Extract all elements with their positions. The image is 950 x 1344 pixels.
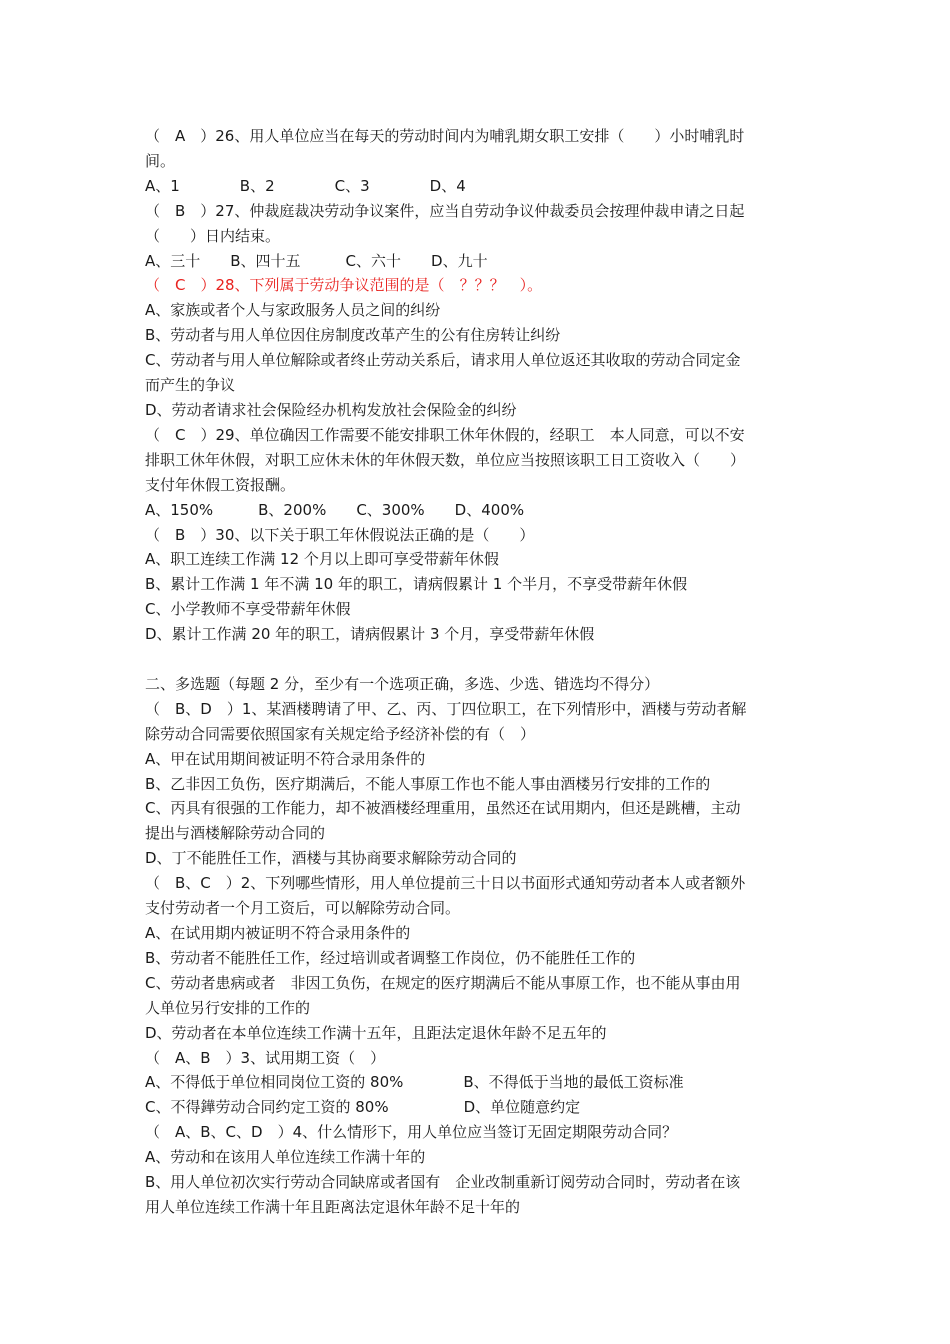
q26-line2: 间。 <box>145 151 176 170</box>
m1-option-c-line2: 提出与酒楼解除劳动合同的 <box>145 824 326 843</box>
m2-line1: （ B、C ）2、下列哪些情形，用人单位提前三十日以书面形式通知劳动者本人或者额外 <box>145 874 746 893</box>
m3-options-ab: A、不得低于单位相同岗位工资的 80% B、不得低于当地的最低工资标准 <box>145 1073 684 1092</box>
m2-line2: 支付劳动者一个月工资后，可以解除劳动合同。 <box>145 899 461 918</box>
m1-line1: （ B、D ）1、某酒楼聘请了甲、乙、丙、丁四位职工，在下列情形中，酒楼与劳动者解 <box>145 699 747 718</box>
q28-option-c-line2: 而产生的争议 <box>145 376 236 395</box>
section-heading-multiple-choice: 二、多选题（每题 2 分，至少有一个选项正确，多选、少选、错选均不得分） <box>145 674 660 693</box>
q29-line2: 排职工休年休假，对职工应休未休的年休假天数，单位应当按照该职工日工资收入（ ） <box>145 450 746 469</box>
m1-option-d: D、丁不能胜任工作，酒楼与其协商要求解除劳动合同的 <box>145 849 517 868</box>
m3-question: （ A、B ）3、试用期工资（ ） <box>145 1048 386 1067</box>
q28-option-b: B、劳动者与用人单位因住房制度改革产生的公有住房转让纠纷 <box>145 326 561 345</box>
m2-option-c-line2: 人单位另行安排的工作的 <box>145 998 311 1017</box>
m4-option-a: A、劳动和在该用人单位连续工作满十年的 <box>145 1148 426 1167</box>
m3-options-cd: C、不得鏵劳动合同约定工资的 80% D、单位随意约定 <box>145 1098 581 1117</box>
m1-option-c-line1: C、丙具有很强的工作能力，却不被酒楼经理重用，虽然还在试用期内，但还是跳槽，主动 <box>145 799 741 818</box>
q29-options: A、150% B、200% C、300% D、400% <box>145 500 525 519</box>
q26-options: A、1 B、2 C、3 D、4 <box>145 176 466 195</box>
q27-options: A、三十 B、四十五 C、六十 D、九十 <box>145 251 488 270</box>
q30-option-c: C、小学教师不享受带薪年休假 <box>145 600 351 619</box>
m1-line2: 除劳动合同需要依照国家有关规定给予经济补偿的有（ ） <box>145 724 536 743</box>
m2-option-c-line1: C、劳动者患病或者 非因工负伤，在规定的医疗期满后不能从事原工作，也不能从事由用 <box>145 973 741 992</box>
m4-option-b-line2: 用人单位连续工作满十年且距离法定退休年龄不足十年的 <box>145 1197 521 1216</box>
q30-option-d: D、累计工作满 20 年的职工，请病假累计 3 个月，享受带薪年休假 <box>145 625 595 644</box>
m4-question: （ A、B、C、D ）4、什么情形下，用人单位应当签订无固定期限劳动合同？ <box>145 1123 678 1142</box>
m2-option-d: D、劳动者在本单位连续工作满十五年，且距法定退休年龄不足五年的 <box>145 1023 607 1042</box>
section-gap <box>145 647 810 672</box>
q29-line1: （ C ）29、单位确因工作需要不能安排职工休年休假的，经职工 本人同意，可以不安 <box>145 425 745 444</box>
q27-line1: （ B ）27、仲裁庭裁决劳动争议案件，应当自劳动争议仲裁委员会按理仲裁申请之日起 <box>145 201 745 220</box>
q29-line3: 支付年休假工资报酬。 <box>145 475 296 494</box>
q28-highlighted-question: （ C ）28、下列属于劳动争议范围的是（ ？？？ ）。 <box>145 276 543 295</box>
q26-line1: （ A ）26、用人单位应当在每天的劳动时间内为哺乳期女职工安排（ ）小时哺乳时 <box>145 127 745 145</box>
m1-option-a: A、甲在试用期间被证明不符合录用条件的 <box>145 749 426 768</box>
document-page <box>145 124 810 1220</box>
m4-option-b-line1: B、用人单位初次实行劳动合同缺席或者国有 企业改制重新订阅劳动合同时，劳动者在该 <box>145 1173 741 1192</box>
q27-line2: （ ）日内结束。 <box>145 226 281 245</box>
m1-option-b: B、乙非因工负伤，医疗期满后，不能人事原工作也不能人事由酒楼另行安排的工作的 <box>145 774 711 793</box>
q28-option-c-line1: C、劳动者与用人单位解除或者终止劳动关系后，请求用人单位返还其收取的劳动合同定金 <box>145 351 741 370</box>
q30-question: （ B ）30、以下关于职工年休假说法正确的是（ ） <box>145 525 535 544</box>
q28-option-d: D、劳动者请求社会保险经办机构发放社会保险金的纠纷 <box>145 400 517 419</box>
q28-option-a: A、家族或者个人与家政服务人员之间的纠纷 <box>145 301 441 320</box>
m2-option-a: A、在试用期内被证明不符合录用条件的 <box>145 923 411 942</box>
q30-option-a: A、职工连续工作满 12 个月以上即可享受带薪年休假 <box>145 550 499 569</box>
m2-option-b: B、劳动者不能胜任工作，经过培训或者调整工作岗位，仍不能胜任工作的 <box>145 948 636 967</box>
q30-option-b: B、累计工作满 1 年不满 10 年的职工，请病假累计 1 个半月，不享受带薪年休假 <box>145 575 688 594</box>
